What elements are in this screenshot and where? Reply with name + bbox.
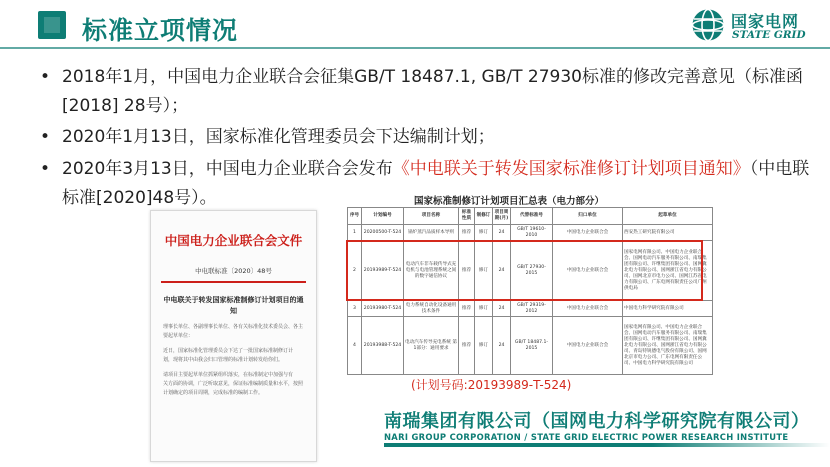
bullet-text: 2018年1月，中国电力企业联合会征集GB/T 18487.1, GB/T 27930标准的修改完善意见（标准函[2018] 28号）； — [62, 67, 803, 116]
table-header-row — [348, 208, 713, 225]
table-cell: 20193989-T-524 — [362, 241, 404, 301]
document-header: 中国电力企业联合会文件 — [164, 233, 303, 248]
column-header: 归口单位 — [553, 208, 623, 225]
column-header: 项目周期(月) — [493, 208, 511, 225]
table-cell: 推荐 — [459, 317, 475, 375]
bullet-text-suffix: （中电联标准[2020]48号）。 — [62, 159, 810, 208]
table-cell: 电力系统自动化设备通用技术条件 — [404, 301, 459, 317]
table-cell: 1 — [348, 225, 362, 241]
table-cell: 西安热工研究院有限公司 — [623, 225, 713, 241]
table-cell: 锅炉蒸汽品质样本导则 — [404, 225, 459, 241]
state-grid-globe-icon — [691, 8, 725, 42]
document-red-rule — [161, 281, 306, 283]
document-line: 划，现将其中由我会归口管理的标准计划转发给你们。 — [163, 357, 284, 363]
document-line: 近日，国家标准化管理委员会下达了一批国家标准制修订计 — [163, 348, 294, 354]
footer-accent-bar — [384, 443, 830, 447]
table-cell: 20193980-T-524 — [362, 301, 404, 317]
table-cell: 中国电力企业联合会 — [553, 301, 623, 317]
table-cell: 中国电力企业联合会 — [553, 317, 623, 375]
bullet-text-prefix: 2020年3月13日，中国电力企业联合会发布 — [62, 159, 393, 179]
table-cell: 修订 — [475, 317, 493, 375]
table-row — [348, 317, 713, 375]
table-row — [348, 301, 713, 317]
table-cell: GB/T 18487.1-2015 — [511, 317, 553, 375]
column-header: 起草单位 — [623, 208, 713, 225]
notice-title-highlight: 《中电联关于转发国家标准修订计划项目通知》 — [392, 159, 750, 179]
column-header: 标准性质 — [459, 208, 475, 225]
document-number: 中电联标准〔2020〕48号 — [195, 267, 272, 275]
table-cell: 推荐 — [459, 301, 475, 317]
table-cell: 中国电力企业联合会 — [553, 241, 623, 301]
column-header: 制修订 — [475, 208, 493, 225]
table-cell: 2 — [348, 241, 362, 301]
document-title: 中电联关于转发国家标准制修订计划项目的通知 — [163, 296, 304, 315]
bullet-dot-icon: • — [40, 127, 51, 147]
bullet-dot-icon: • — [40, 159, 51, 179]
table-cell: 4 — [348, 317, 362, 375]
table-cell: 国家电网有限公司、中国电力企业联合会、国网电动汽车服务有限公司、南瑞集团有限公司、许继集团有限公司、国网冀北电力有限公司、国网浙江省电力有限公司、国网北京市电力公司、国网江苏省电力有限公司、广东电网有限责任公司广州供电局 — [623, 241, 713, 301]
bullet-dot-icon: • — [40, 67, 51, 87]
document-line: 请项目主要起草单位抓紧组织落实，在标准制定中加强与有 — [163, 372, 294, 378]
table-cell: 修订 — [475, 301, 493, 317]
highlight-box-plan-row — [346, 240, 703, 301]
table-cell: GB/T 29319-2012 — [511, 301, 553, 317]
column-header: 代替标准号 — [511, 208, 553, 225]
page-title: 标准立项情况 — [82, 16, 239, 45]
header-divider — [0, 47, 830, 49]
table-cell: 24 — [493, 317, 511, 375]
table-cell: 推荐 — [459, 225, 475, 241]
footer-company-english: NARI GROUP CORPORATION / STATE GRID ELECTRIC POWER RESEARCH INSTITUTE — [384, 432, 789, 442]
table-cell: 20193988-T-524 — [362, 317, 404, 375]
document-line: 关方面的协调，广泛听取意见，保证标准编制质量和水平，按照 — [163, 381, 304, 387]
table-cell: 24 — [493, 225, 511, 241]
logo-english-text: STATE GRID — [732, 29, 806, 41]
bullet-text: 2020年1月13日，国家标准化管理委员会下达编制计划； — [62, 127, 495, 147]
table-title: 国家标准制修订计划项目汇总表（电力部分） — [414, 196, 605, 207]
state-grid-logo — [691, 8, 821, 44]
table-cell: 电动汽车传导充电系统 第1部分：通用要求 — [404, 317, 459, 375]
table-cell: GB/T 27930-2015 — [511, 241, 553, 301]
cec-notice-document-image — [150, 210, 317, 462]
table-cell: 24 — [493, 301, 511, 317]
table-cell: GB/T 19610-2010 — [511, 225, 553, 241]
logo-chinese-text: 国家电网 — [731, 12, 800, 31]
table-cell: 推荐 — [459, 241, 475, 301]
table-cell: 国家电网有限公司、中国电力企业联合会、国网电动汽车服务有限公司、南瑞集团有限公司、许继集团有限公司、国网冀北电力有限公司、国网浙江省电力有限公司、青岛特锐德电气股份有限公司、国网北京市电力公司、广东电网有限责任公司、中国电力科学研究院有限公司 — [623, 317, 713, 375]
plan-code-note: (计划号码:20193989-T-524) — [411, 378, 572, 392]
table-row — [348, 225, 713, 241]
table-cell: 修订 — [475, 241, 493, 301]
table-cell: 3 — [348, 301, 362, 317]
table-cell: 电动汽车非车载传导式充电机与电池管理系统之间的数字通信协议 — [404, 241, 459, 301]
column-header: 项目名称 — [404, 208, 459, 225]
title-accent-square — [38, 11, 66, 39]
bullet-item — [40, 63, 810, 121]
table-cell: 24 — [493, 241, 511, 301]
document-line: 理事长单位、各副理事长单位、各有关标准化技术委员会、各主 — [163, 324, 304, 330]
document-line: 要起草单位： — [163, 333, 194, 339]
bullet-item — [40, 123, 810, 152]
document-line: 计划确定的项目周期，完成标准的编制工作。 — [163, 390, 264, 396]
footer-company-name: 南瑞集团有限公司（国网电力科学研究院有限公司） — [384, 411, 810, 432]
table-cell: 修订 — [475, 225, 493, 241]
column-header: 计划编号 — [362, 208, 404, 225]
column-header: 序号 — [348, 208, 362, 225]
table-cell: 中国电力企业联合会 — [553, 225, 623, 241]
table-cell: 中国电力科学研究院有限公司 — [623, 301, 713, 317]
table-cell: 20200500-T-524 — [362, 225, 404, 241]
